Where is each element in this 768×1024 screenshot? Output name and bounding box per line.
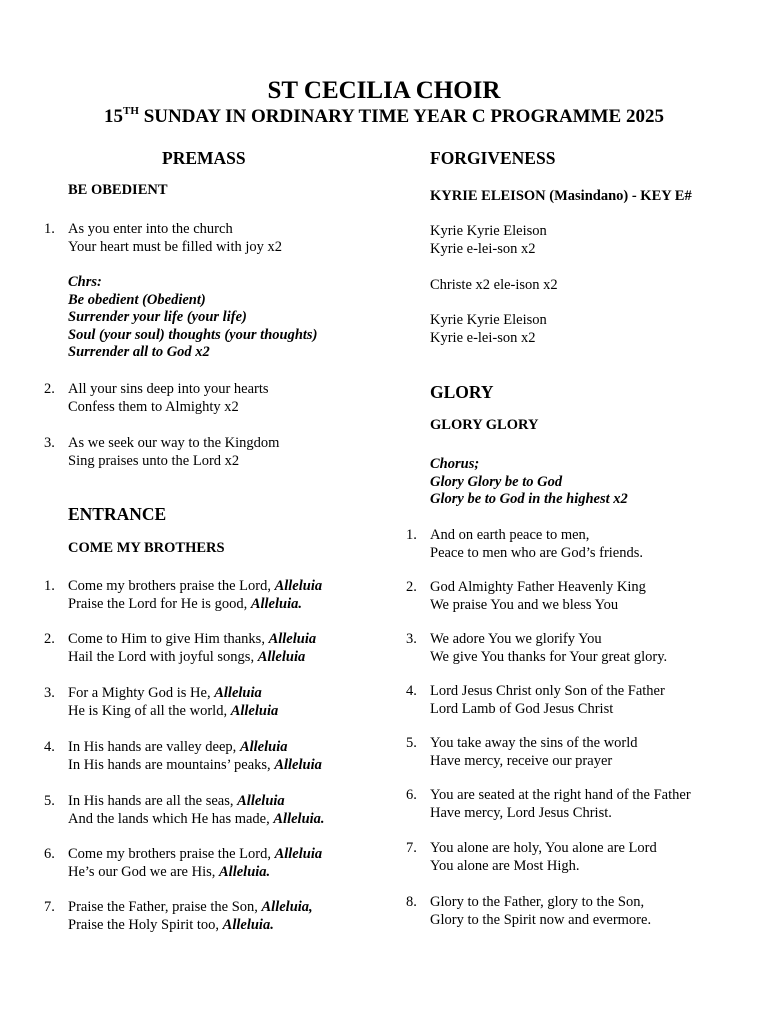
verse-line: We adore You we glorify You [430,631,602,647]
verse-number: 3. [406,631,417,647]
kyrie-block-3 [430,312,547,347]
verse-number: 5. [406,735,417,751]
verse-line: Come my brothers praise the Lord, Alleluia [68,578,323,594]
verse-number: 3. [44,685,55,701]
verse-line: You alone are Most High. [430,857,580,874]
verse-number: 3. [44,435,55,451]
verse-number: 1. [44,578,55,594]
kyrie-line: Christe x2 ele-ison x2 [430,277,558,293]
verse-number: 4. [406,683,417,699]
chorus-line: Surrender all to God x2 [68,344,210,361]
alleluia-response: Alleluia. [219,863,271,880]
programme-ordinal-suffix: TH [123,105,139,117]
chorus-line: Chorus; [430,456,480,472]
kyrie-line: Kyrie e-lei-son x2 [430,240,536,257]
verse-line: You take away the sins of the world [430,735,638,751]
verse-line: Praise the Father, praise the Son, Alleluia, [68,899,313,915]
forgiveness-hymn-title: KYRIE ELEISON (Masindano) - KEY E# [430,188,692,204]
verse-number: 6. [406,787,417,803]
verse-line: Come to Him to give Him thanks, Alleluia [68,631,317,647]
alleluia-response: Alleluia, [261,899,313,915]
glory-heading: GLORY [430,382,494,402]
verse-number: 1. [44,221,55,237]
verse-line: In His hands are valley deep, Alleluia [68,739,288,755]
verse-line: God Almighty Father Heavenly King [430,579,646,595]
verse-number: 5. [44,793,55,809]
verse-line: Peace to men who are God’s friends. [430,544,644,561]
kyrie-block-2 [430,277,558,295]
verse-line: And the lands which He has made, Alleluia. [68,810,325,827]
verse-line: As we seek our way to the Kingdom [68,435,280,451]
verse-line: As you enter into the church [68,221,233,237]
kyrie-block-1 [430,223,547,258]
verse-number: 2. [44,381,55,397]
kyrie-line: Kyrie Kyrie Eleison [430,312,547,328]
verse-number: 7. [44,899,55,915]
alleluia-response: Alleluia [274,756,322,773]
alleluia-response: Alleluia [274,578,323,594]
verse-line: We give You thanks for Your great glory. [430,648,668,665]
verse-line: You are seated at the right hand of the Father [430,787,691,803]
verse-line: In His hands are all the seas, Alleluia [68,793,285,809]
verse-line: In His hands are mountains’ peaks, Alleluia [68,756,322,773]
verse-line: Hail the Lord with joyful songs, Alleluia [68,648,306,665]
verse-line: We praise You and we bless You [430,596,619,613]
verse-number: 6. [44,846,55,862]
verse-line: Praise the Holy Spirit too, Alleluia. [68,916,274,933]
alleluia-response: Alleluia [257,648,306,665]
programme-number: 15 [104,106,124,127]
verse-number: 2. [406,579,417,595]
premass-hymn-title: BE OBEDIENT [68,182,168,198]
chorus-line: Glory be to God in the highest x2 [430,491,628,508]
programme-title [0,106,768,128]
verse-line: Praise the Lord for He is good, Alleluia. [68,595,302,612]
verse-line: Sing praises unto the Lord x2 [68,452,240,469]
verse-line: Confess them to Almighty x2 [68,398,239,415]
glory-chorus [430,456,628,509]
verse-number: 7. [406,840,417,856]
verse-line: Lord Jesus Christ only Son of the Father [430,683,665,699]
alleluia-response: Alleluia [268,631,317,647]
alleluia-response: Alleluia. [250,595,302,612]
verse-number: 4. [44,739,55,755]
alleluia-response: Alleluia [214,685,262,701]
chorus-line: Surrender your life (your life) [68,309,247,326]
verse-line: Your heart must be filled with joy x2 [68,238,282,255]
kyrie-line: Kyrie Kyrie Eleison [430,223,547,239]
alleluia-response: Alleluia [237,793,285,809]
premass-chorus [68,274,317,362]
chorus-line: Glory Glory be to God [430,473,563,490]
alleluia-response: Alleluia. [222,916,274,933]
alleluia-response: Alleluia [230,702,279,719]
programme-title-text: SUNDAY IN ORDINARY TIME YEAR C PROGRAMME 2025 [138,106,664,127]
verse-line: All your sins deep into your hearts [68,381,269,397]
forgiveness-heading: FORGIVENESS [430,148,556,168]
verse-line: You alone are holy, You alone are Lord [430,840,657,856]
entrance-hymn-title: COME MY BROTHERS [68,540,225,556]
alleluia-response: Alleluia [239,739,288,755]
verse-line: Glory to the Father, glory to the Son, [430,894,645,910]
alleluia-response: Alleluia. [273,810,325,827]
chorus-line: Chrs: [68,274,102,290]
kyrie-line: Kyrie e-lei-son x2 [430,329,536,346]
chorus-line: Be obedient (Obedient) [68,291,206,308]
entrance-heading: ENTRANCE [68,504,167,524]
chorus-line: Soul (your soul) thoughts (your thoughts) [68,326,318,343]
verse-line: And on earth peace to men, [430,527,590,543]
verse-line: Come my brothers praise the Lord, Alleluia [68,846,323,862]
verse-line: Lord Lamb of God Jesus Christ [430,700,614,717]
verse-line: He is King of all the world, Alleluia [68,702,279,719]
glory-hymn-title: GLORY GLORY [430,417,539,433]
verse-line: Have mercy, Lord Jesus Christ. [430,804,612,821]
verse-number: 8. [406,894,417,910]
verse-line: Have mercy, receive our prayer [430,752,613,769]
verse-number: 1. [406,527,417,543]
verse-line: For a Mighty God is He, Alleluia [68,685,262,701]
alleluia-response: Alleluia [274,846,323,862]
verse-number: 2. [44,631,55,647]
verse-line: Glory to the Spirit now and evermore. [430,911,652,928]
choir-title: ST CECILIA CHOIR [267,77,501,104]
verse-line: He’s our God we are His, Alleluia. [68,863,271,880]
premass-heading: PREMASS [162,148,246,168]
